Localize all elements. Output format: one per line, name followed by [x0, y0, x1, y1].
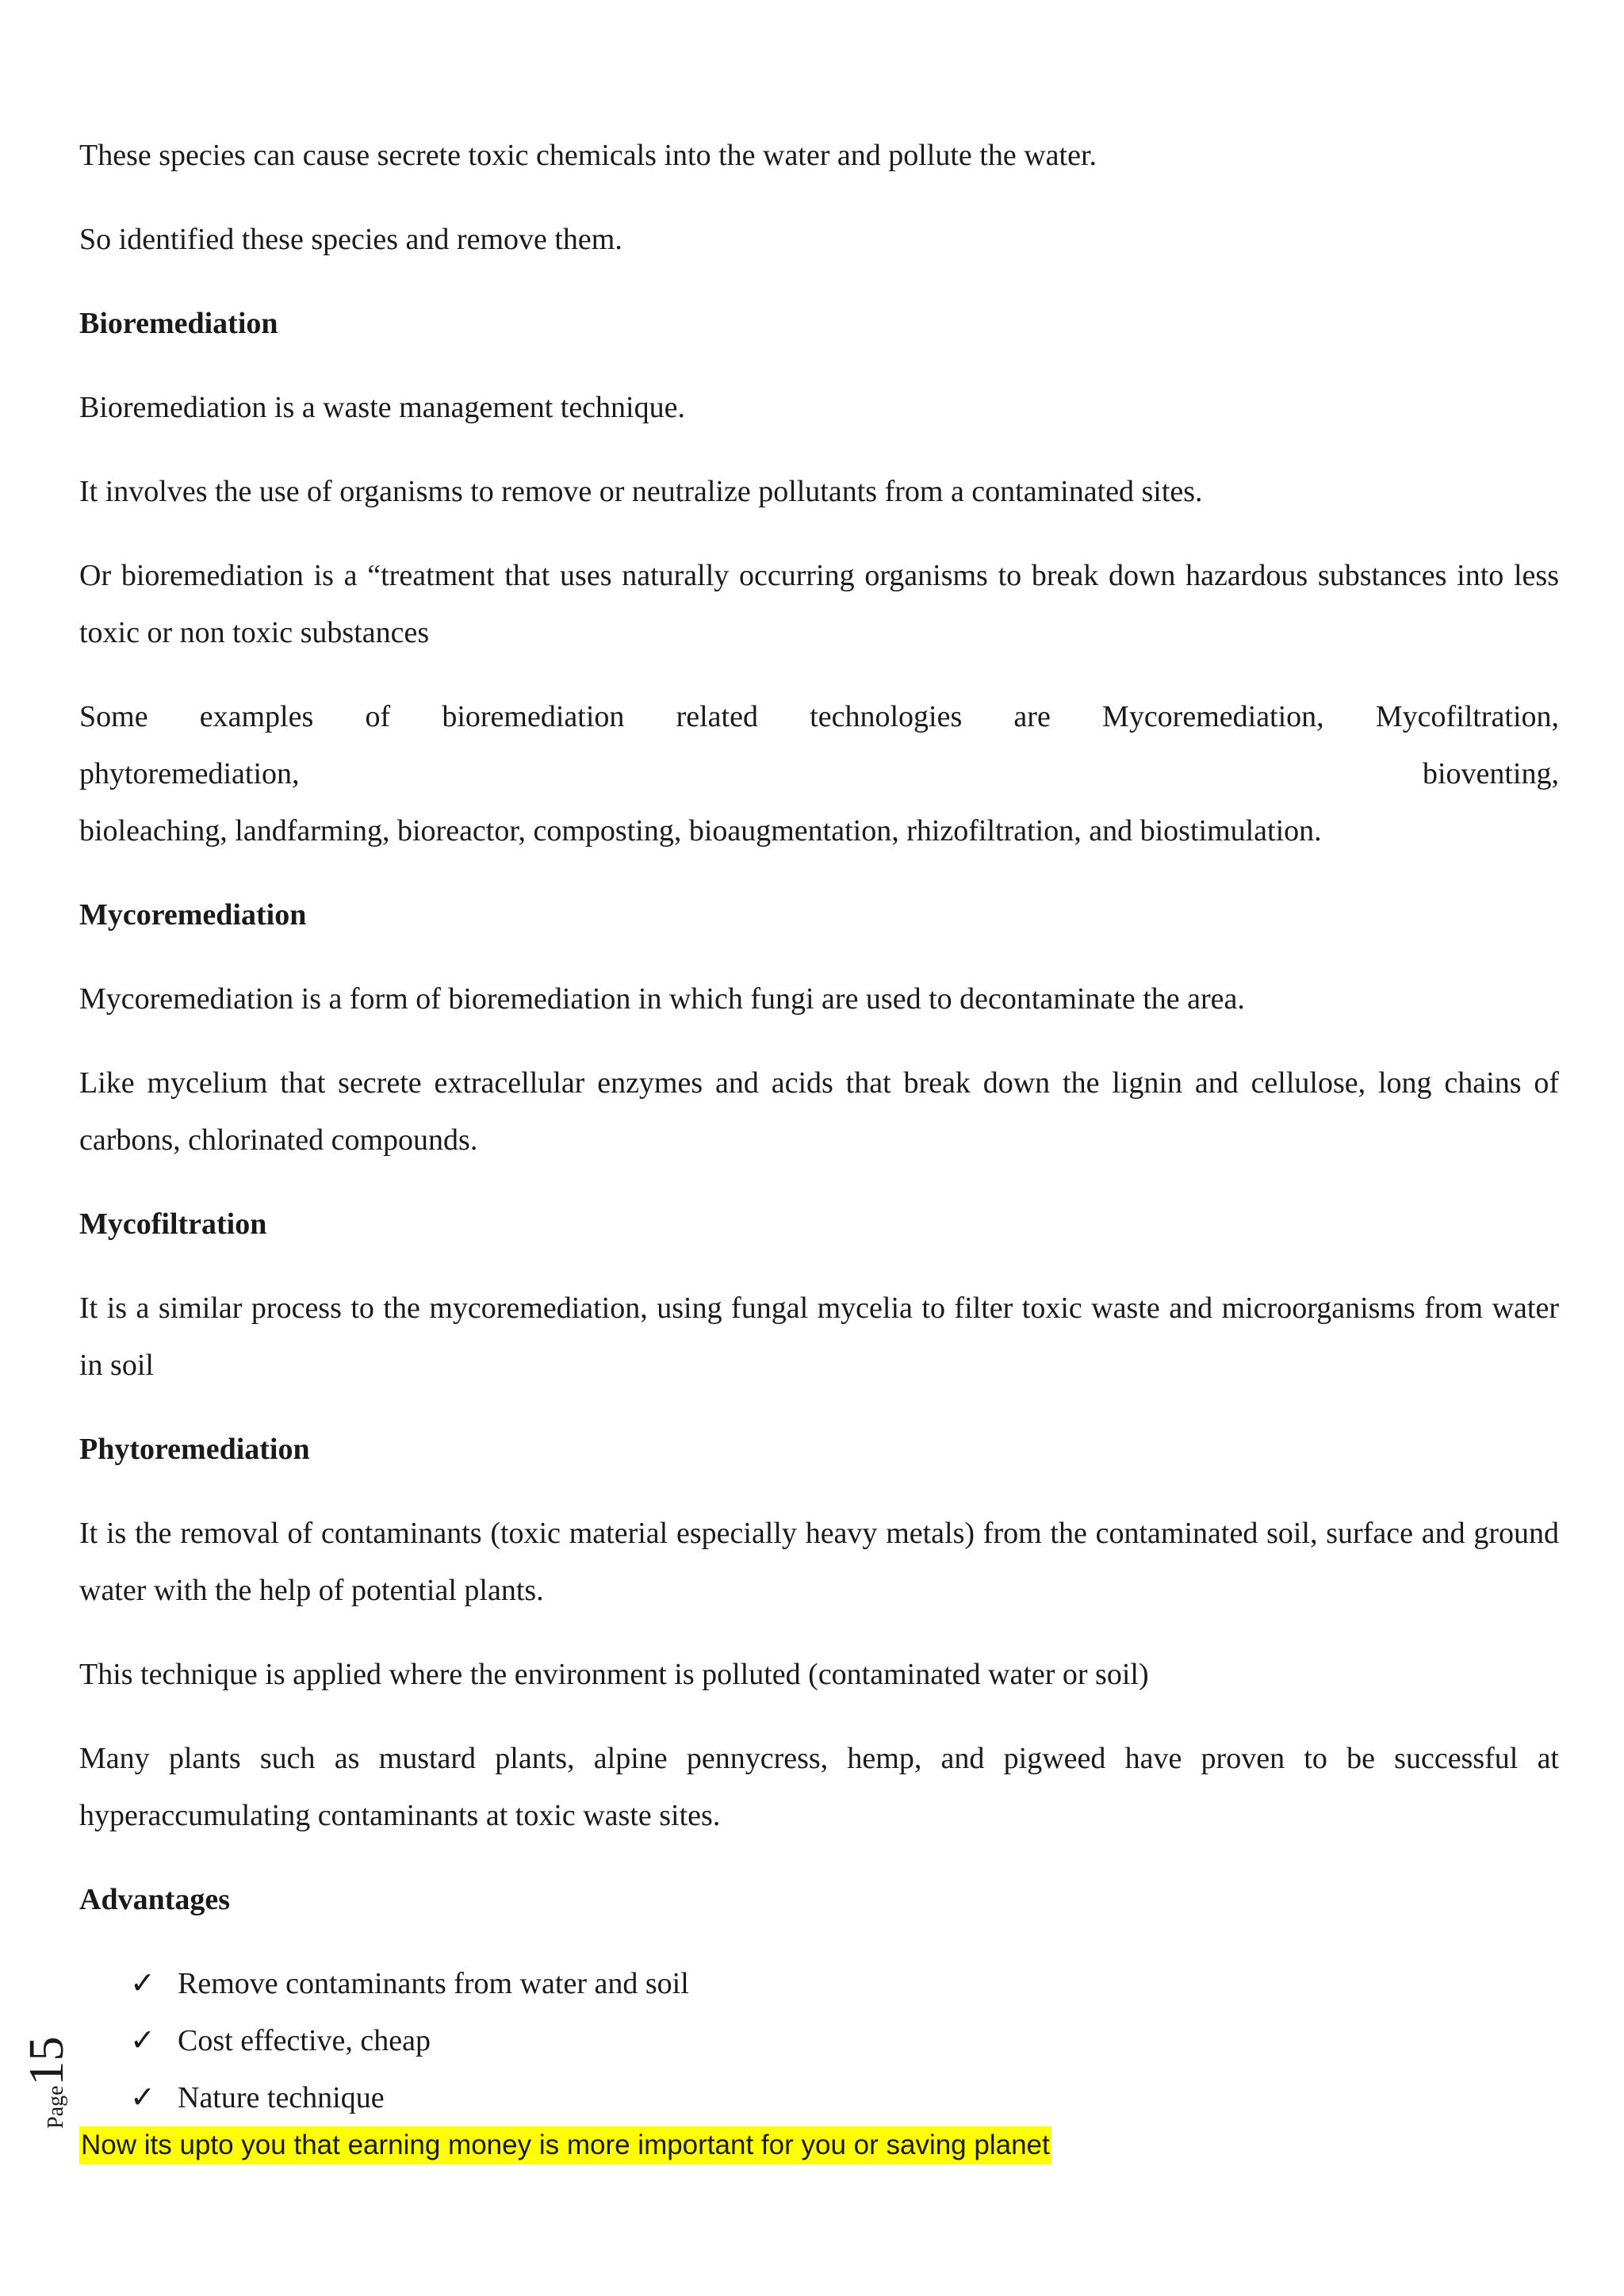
document-body	[79, 127, 1559, 2164]
checkmark-icon: ✓	[130, 1967, 155, 2000]
list-item-text: Remove contaminants from water and soil	[178, 1967, 689, 2000]
paragraph: This technique is applied where the environment is polluted (contaminated water or soil)	[79, 1658, 1149, 1691]
paragraph: So identified these species and remove them.	[79, 223, 622, 256]
checkmark-icon: ✓	[130, 2081, 155, 2114]
examples-line-1: Some examples of bioremediation related technologies are Mycoremediation, Mycofiltration,	[79, 700, 1559, 733]
list-item	[130, 2012, 1559, 2069]
section-heading-mycofiltration: Mycofiltration	[79, 1207, 267, 1241]
paragraph: It is a similar process to the mycoremediation, using fungal mycelia to filter toxic waste and microorganisms from water in soil	[79, 1292, 1559, 1382]
page-number-value: 15	[20, 2036, 74, 2086]
list-item	[130, 2069, 1559, 2126]
list-item	[130, 1955, 1559, 2012]
checkmark-icon: ✓	[130, 2024, 155, 2057]
page-number	[19, 2002, 74, 2129]
paragraph: These species can cause secrete toxic chemicals into the water and pollute the water.	[79, 139, 1097, 172]
section-heading-mycoremediation: Mycoremediation	[79, 898, 307, 932]
paragraph: It is the removal of contaminants (toxic material especially heavy metals) from the contaminated soil, surface and ground water with the help of potential plants.	[79, 1517, 1559, 1607]
examples-paragraph	[79, 688, 1559, 859]
examples-line-3: bioleaching, landfarming, bioreactor, composting, bioaugmentation, rhizofiltration, and biostimulation.	[79, 814, 1322, 848]
highlighted-note: Now its upto you that earning money is more important for you or saving planet	[79, 2126, 1051, 2164]
paragraph: Bioremediation is a waste management technique.	[79, 391, 685, 424]
advantages-list	[79, 1955, 1559, 2126]
section-heading-advantages: Advantages	[79, 1883, 231, 1916]
paragraph: Or bioremediation is a “treatment that uses naturally occurring organisms to break down hazardous substances into less toxic or non toxic substances	[79, 559, 1559, 649]
paragraph: Many plants such as mustard plants, alpine pennycress, hemp, and pigweed have proven to be successful at hyperaccumulating contaminants at toxic waste sites.	[79, 1742, 1559, 1832]
paragraph: It involves the use of organisms to remove or neutralize pollutants from a contaminated sites.	[79, 475, 1203, 508]
page-label: Page	[44, 2085, 68, 2129]
list-item-text: Nature technique	[178, 2081, 385, 2114]
section-heading-phytoremediation: Phytoremediation	[79, 1433, 310, 1466]
examples-line-2-left: phytoremediation,	[79, 757, 300, 790]
section-heading-bioremediation: Bioremediation	[79, 307, 278, 340]
paragraph: Like mycelium that secrete extracellular enzymes and acids that break down the lignin and cellulose, long chains of carbons, chlorinated compounds.	[79, 1066, 1559, 1157]
examples-line-2-right: bioventing,	[1422, 757, 1559, 790]
paragraph: Mycoremediation is a form of bioremediation in which fungi are used to decontaminate the area.	[79, 982, 1245, 1016]
list-item-text: Cost effective, cheap	[178, 2024, 431, 2057]
examples-line-2	[79, 745, 1559, 802]
